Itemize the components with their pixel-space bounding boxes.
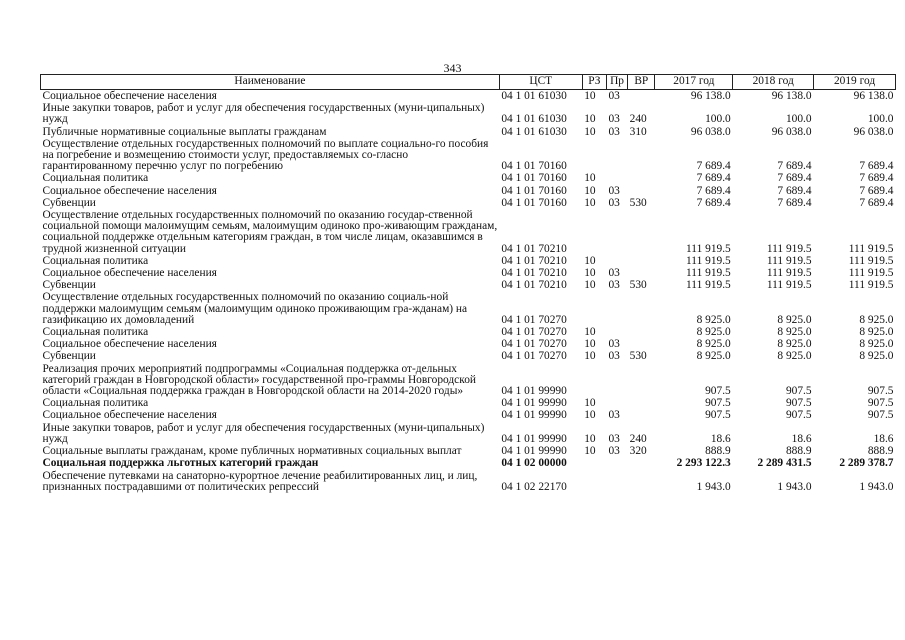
row-name: Субвенции bbox=[42, 196, 96, 209]
row-amount-2018: 8 925.0 bbox=[777, 338, 812, 351]
table-row bbox=[41, 126, 896, 138]
row-cst: 04 1 01 70160 bbox=[501, 196, 567, 209]
row-cst: 04 1 01 70160 bbox=[501, 172, 567, 185]
row-amount-2018: 100.0 bbox=[785, 113, 812, 126]
row-pr bbox=[606, 138, 627, 173]
row-amount-2019: 7 689.4 bbox=[859, 184, 894, 197]
row-pr: 03 bbox=[608, 445, 620, 458]
row-pr: 03 bbox=[608, 184, 620, 197]
row-amount-2017: 907.5 bbox=[705, 397, 731, 410]
row-amount-2019: 111 919.5 bbox=[848, 267, 894, 280]
row-name: Социальное обеспечение населения bbox=[42, 267, 217, 280]
row-name: Иные закупки товаров, работ и услуг для обеспечения государственных (муни-ципальных) нужд bbox=[42, 102, 485, 126]
row-vr: 240 bbox=[629, 432, 647, 445]
row-pr bbox=[606, 457, 627, 469]
row-cst: 04 1 01 70210 bbox=[501, 242, 567, 255]
row-rz: 10 bbox=[584, 254, 596, 267]
row-rz: 10 bbox=[584, 279, 596, 292]
row-vr: 320 bbox=[629, 445, 647, 458]
table-body bbox=[41, 90, 896, 493]
row-name: Субвенции bbox=[42, 350, 96, 363]
header-name: Наименование bbox=[41, 75, 500, 90]
row-rz bbox=[582, 470, 606, 493]
table-row bbox=[41, 457, 896, 469]
row-rz: 10 bbox=[584, 184, 596, 197]
row-amount-2018: 111 919.5 bbox=[766, 254, 812, 267]
header-pr: Пр bbox=[606, 75, 627, 90]
row-amount-2019: 8 925.0 bbox=[859, 350, 894, 363]
row-pr: 03 bbox=[608, 432, 620, 445]
row-amount-2019: 8 925.0 bbox=[859, 326, 894, 339]
row-name: Социальное обеспечение населения bbox=[42, 184, 217, 197]
row-vr bbox=[628, 90, 655, 103]
table-row bbox=[41, 255, 896, 267]
row-amount-2019: 907.5 bbox=[867, 397, 894, 410]
row-amount-2017: 96 138.0 bbox=[690, 90, 731, 102]
table-row bbox=[41, 185, 896, 197]
row-amount-2019: 18.6 bbox=[873, 432, 894, 445]
row-name: Социальная поддержка льготных категорий граждан bbox=[42, 457, 319, 470]
row-amount-2018: 888.9 bbox=[785, 445, 812, 458]
row-name: Субвенции bbox=[42, 279, 96, 292]
row-cst: 04 1 01 61030 bbox=[501, 113, 567, 126]
row-cst: 04 1 01 70270 bbox=[501, 338, 567, 351]
row-vr bbox=[628, 363, 655, 398]
row-rz bbox=[582, 457, 606, 469]
row-amount-2017: 8 925.0 bbox=[696, 326, 731, 339]
row-amount-2017: 2 293 122.3 bbox=[676, 457, 731, 470]
row-pr: 03 bbox=[608, 113, 620, 126]
table-row bbox=[41, 422, 896, 445]
page-number: 343 bbox=[443, 61, 462, 75]
row-amount-2017: 907.5 bbox=[705, 385, 731, 398]
row-rz bbox=[582, 291, 606, 326]
table-header-row bbox=[41, 75, 896, 90]
row-cst: 04 1 02 00000 bbox=[501, 457, 567, 470]
row-name: Социальные выплаты гражданам, кроме публичных нормативных социальных выплат bbox=[42, 445, 462, 458]
row-cst: 04 1 01 70270 bbox=[501, 350, 567, 363]
row-amount-2017: 8 925.0 bbox=[696, 338, 731, 351]
row-vr: 530 bbox=[629, 350, 647, 363]
row-name: Обеспечение путевками на санаторно-курортное лечение реабилитированных лиц, и лиц, признанных пострадавшими от политических репрессий bbox=[42, 469, 478, 493]
row-rz: 10 bbox=[584, 397, 596, 410]
table-row bbox=[41, 138, 896, 173]
row-name: Осуществление отдельных государственных полномочий по выплате социально-го пособия на погребение и возмещению стоимости услуг, предоставляемых со-гласно гарантированному перечню услуг по погребению bbox=[42, 137, 489, 173]
row-vr bbox=[628, 267, 655, 279]
row-rz: 10 bbox=[584, 267, 596, 280]
row-amount-2018: 111 919.5 bbox=[766, 267, 812, 280]
row-amount-2018: 96 138.0 bbox=[771, 90, 812, 102]
row-rz: 10 bbox=[584, 350, 596, 363]
row-amount-2019: 96 038.0 bbox=[853, 125, 894, 138]
row-amount-2019: 7 689.4 bbox=[859, 172, 894, 185]
row-amount-2018: 8 925.0 bbox=[777, 350, 812, 363]
row-amount-2017: 111 919.5 bbox=[686, 242, 731, 255]
row-name: Социальное обеспечение населения bbox=[42, 90, 217, 102]
row-pr bbox=[606, 291, 627, 326]
row-cst: 04 1 01 61030 bbox=[501, 125, 567, 138]
row-rz: 10 bbox=[584, 409, 596, 422]
table-row bbox=[41, 363, 896, 398]
row-pr: 03 bbox=[608, 350, 620, 363]
header-vr: ВР bbox=[628, 75, 655, 90]
row-amount-2018: 907.5 bbox=[785, 397, 812, 410]
row-cst: 04 1 01 70160 bbox=[501, 184, 567, 197]
row-vr bbox=[628, 255, 655, 267]
row-name: Социальное обеспечение населения bbox=[42, 338, 217, 351]
row-cst: 04 1 01 99990 bbox=[501, 397, 567, 410]
header-2017: 2017 год bbox=[655, 75, 733, 90]
row-pr bbox=[606, 363, 627, 398]
row-name: Социальная политика bbox=[42, 326, 149, 339]
row-amount-2017: 111 919.5 bbox=[686, 254, 731, 267]
row-vr bbox=[628, 409, 655, 421]
row-amount-2018: 907.5 bbox=[785, 385, 812, 398]
row-amount-2019: 111 919.5 bbox=[848, 279, 894, 292]
budget-table bbox=[40, 74, 896, 493]
row-vr: 530 bbox=[629, 279, 647, 292]
row-amount-2017: 7 689.4 bbox=[696, 184, 731, 197]
row-amount-2018: 7 689.4 bbox=[777, 172, 812, 185]
row-amount-2019: 2 289 378.7 bbox=[839, 457, 894, 470]
row-amount-2019: 907.5 bbox=[867, 409, 894, 422]
row-vr: 530 bbox=[629, 196, 647, 209]
table-row bbox=[41, 350, 896, 362]
row-pr bbox=[606, 470, 627, 493]
row-vr: 240 bbox=[629, 113, 647, 126]
row-amount-2017: 96 038.0 bbox=[690, 125, 731, 138]
row-vr bbox=[628, 185, 655, 197]
table-row bbox=[41, 279, 896, 291]
row-amount-2018: 111 919.5 bbox=[766, 242, 812, 255]
row-amount-2018: 7 689.4 bbox=[777, 196, 812, 209]
row-rz bbox=[582, 209, 606, 255]
row-amount-2019: 7 689.4 bbox=[859, 160, 894, 173]
row-amount-2019: 96 138.0 bbox=[853, 90, 894, 102]
row-cst: 04 1 01 70270 bbox=[501, 313, 567, 326]
row-vr bbox=[628, 291, 655, 326]
row-pr: 03 bbox=[608, 338, 620, 351]
row-amount-2019: 8 925.0 bbox=[859, 338, 894, 351]
row-amount-2018: 2 289 431.5 bbox=[757, 457, 812, 470]
row-pr: 03 bbox=[608, 279, 620, 292]
table-row bbox=[41, 445, 896, 457]
row-vr: 310 bbox=[629, 125, 647, 138]
row-amount-2018: 8 925.0 bbox=[777, 326, 812, 339]
row-rz bbox=[582, 363, 606, 398]
row-rz: 10 bbox=[584, 172, 596, 185]
row-amount-2019: 888.9 bbox=[867, 445, 894, 458]
row-name: Социальное обеспечение населения bbox=[42, 409, 217, 422]
row-vr bbox=[628, 470, 655, 493]
row-pr: 03 bbox=[608, 409, 620, 422]
row-name: Иные закупки товаров, работ и услуг для обеспечения государственных (муни-ципальных) нужд bbox=[42, 421, 485, 445]
row-vr bbox=[628, 209, 655, 255]
row-name: Публичные нормативные социальные выплаты гражданам bbox=[42, 125, 327, 138]
row-amount-2017: 100.0 bbox=[705, 113, 731, 126]
row-vr bbox=[628, 326, 655, 338]
row-pr bbox=[606, 326, 627, 338]
table-row bbox=[41, 102, 896, 125]
row-pr: 03 bbox=[608, 267, 620, 280]
row-amount-2018: 7 689.4 bbox=[777, 184, 812, 197]
row-amount-2018: 18.6 bbox=[791, 432, 812, 445]
row-cst: 04 1 01 99990 bbox=[501, 385, 567, 398]
row-pr bbox=[606, 255, 627, 267]
table-row bbox=[41, 326, 896, 338]
table-row bbox=[41, 209, 896, 255]
table-row bbox=[41, 291, 896, 326]
row-amount-2018: 8 925.0 bbox=[777, 313, 812, 326]
table-row bbox=[41, 197, 896, 209]
row-amount-2017: 18.6 bbox=[710, 432, 731, 445]
row-amount-2018: 96 038.0 bbox=[771, 125, 812, 138]
row-cst: 04 1 01 61030 bbox=[501, 90, 567, 102]
row-cst: 04 1 01 99990 bbox=[501, 432, 567, 445]
row-amount-2018: 7 689.4 bbox=[777, 160, 812, 173]
row-rz: 10 bbox=[584, 196, 596, 209]
row-amount-2019: 100.0 bbox=[867, 113, 894, 126]
table-row bbox=[41, 172, 896, 184]
row-pr: 03 bbox=[608, 125, 620, 138]
table-row bbox=[41, 90, 896, 103]
row-name: Социальная политика bbox=[42, 172, 149, 185]
header-rz: РЗ bbox=[582, 75, 606, 90]
row-amount-2017: 888.9 bbox=[705, 445, 731, 458]
header-2018: 2018 год bbox=[733, 75, 814, 90]
row-amount-2017: 8 925.0 bbox=[696, 350, 731, 363]
row-rz: 10 bbox=[584, 432, 596, 445]
row-amount-2017: 1 943.0 bbox=[696, 480, 731, 493]
table-row bbox=[41, 267, 896, 279]
row-amount-2019: 907.5 bbox=[867, 385, 894, 398]
row-vr bbox=[628, 338, 655, 350]
table-row bbox=[41, 397, 896, 409]
row-cst: 04 1 01 70210 bbox=[501, 267, 567, 280]
row-rz bbox=[582, 138, 606, 173]
row-amount-2018: 1 943.0 bbox=[777, 480, 812, 493]
row-pr bbox=[606, 209, 627, 255]
table-row bbox=[41, 409, 896, 421]
row-rz: 10 bbox=[584, 445, 596, 458]
row-rz: 10 bbox=[584, 113, 596, 126]
row-amount-2019: 111 919.5 bbox=[848, 254, 894, 267]
row-rz: 10 bbox=[584, 338, 596, 351]
row-amount-2017: 8 925.0 bbox=[696, 313, 731, 326]
row-rz: 10 bbox=[584, 326, 596, 339]
row-pr: 03 bbox=[608, 196, 620, 209]
row-cst: 04 1 01 70210 bbox=[501, 279, 567, 292]
row-vr bbox=[628, 457, 655, 469]
row-vr bbox=[628, 397, 655, 409]
row-amount-2019: 111 919.5 bbox=[848, 242, 894, 255]
table-row bbox=[41, 338, 896, 350]
row-rz: 10 bbox=[584, 125, 596, 138]
row-vr bbox=[628, 138, 655, 173]
row-amount-2019: 8 925.0 bbox=[859, 313, 894, 326]
row-amount-2017: 7 689.4 bbox=[696, 196, 731, 209]
row-amount-2019: 1 943.0 bbox=[859, 480, 894, 493]
row-cst: 04 1 01 99990 bbox=[501, 409, 567, 422]
row-amount-2018: 907.5 bbox=[785, 409, 812, 422]
row-amount-2017: 111 919.5 bbox=[686, 267, 731, 280]
row-name: Социальная политика bbox=[42, 397, 149, 410]
row-amount-2019: 7 689.4 bbox=[859, 196, 894, 209]
row-amount-2017: 7 689.4 bbox=[696, 172, 731, 185]
row-amount-2017: 907.5 bbox=[705, 409, 731, 422]
row-name: Реализация прочих мероприятий подпрограммы «Социальная поддержка от-дельных категорий граждан в Новгородской области» государственной про-граммы Новгородской области «Социальная поддержка граждан в Новгородской области на 2014-2020 годы» bbox=[42, 362, 476, 398]
row-name: Осуществление отдельных государственных полномочий по оказанию социаль-ной поддержки малоимущим семьям (малоимущим одиноко проживающим гра-жданам) на газификацию их домовладений bbox=[42, 291, 468, 326]
row-cst: 04 1 01 99990 bbox=[501, 445, 567, 458]
header-cst: ЦСТ bbox=[499, 75, 582, 90]
row-cst: 04 1 01 70160 bbox=[501, 160, 567, 173]
row-cst: 04 1 02 22170 bbox=[501, 480, 567, 493]
row-name: Социальная политика bbox=[42, 254, 149, 267]
row-vr bbox=[628, 172, 655, 184]
row-amount-2018: 111 919.5 bbox=[766, 279, 812, 292]
row-rz: 10 bbox=[584, 90, 596, 102]
row-name: Осуществление отдельных государственных полномочий по оказанию государ-ственной социальной помощи малоимущим семьям, малоимущим одиноко про-живающим гражданам, социальной поддержке отдельным категориям граждан, в том числе лицам, оказавшимся в трудной жизненной ситуации bbox=[42, 209, 498, 255]
row-amount-2017: 7 689.4 bbox=[696, 160, 731, 173]
table-row bbox=[41, 470, 896, 493]
row-pr bbox=[606, 172, 627, 184]
row-cst: 04 1 01 70270 bbox=[501, 326, 567, 339]
row-pr: 03 bbox=[608, 90, 620, 102]
row-cst: 04 1 01 70210 bbox=[501, 254, 567, 267]
header-2019: 2019 год bbox=[814, 75, 896, 90]
row-pr bbox=[606, 397, 627, 409]
row-amount-2017: 111 919.5 bbox=[686, 279, 731, 292]
